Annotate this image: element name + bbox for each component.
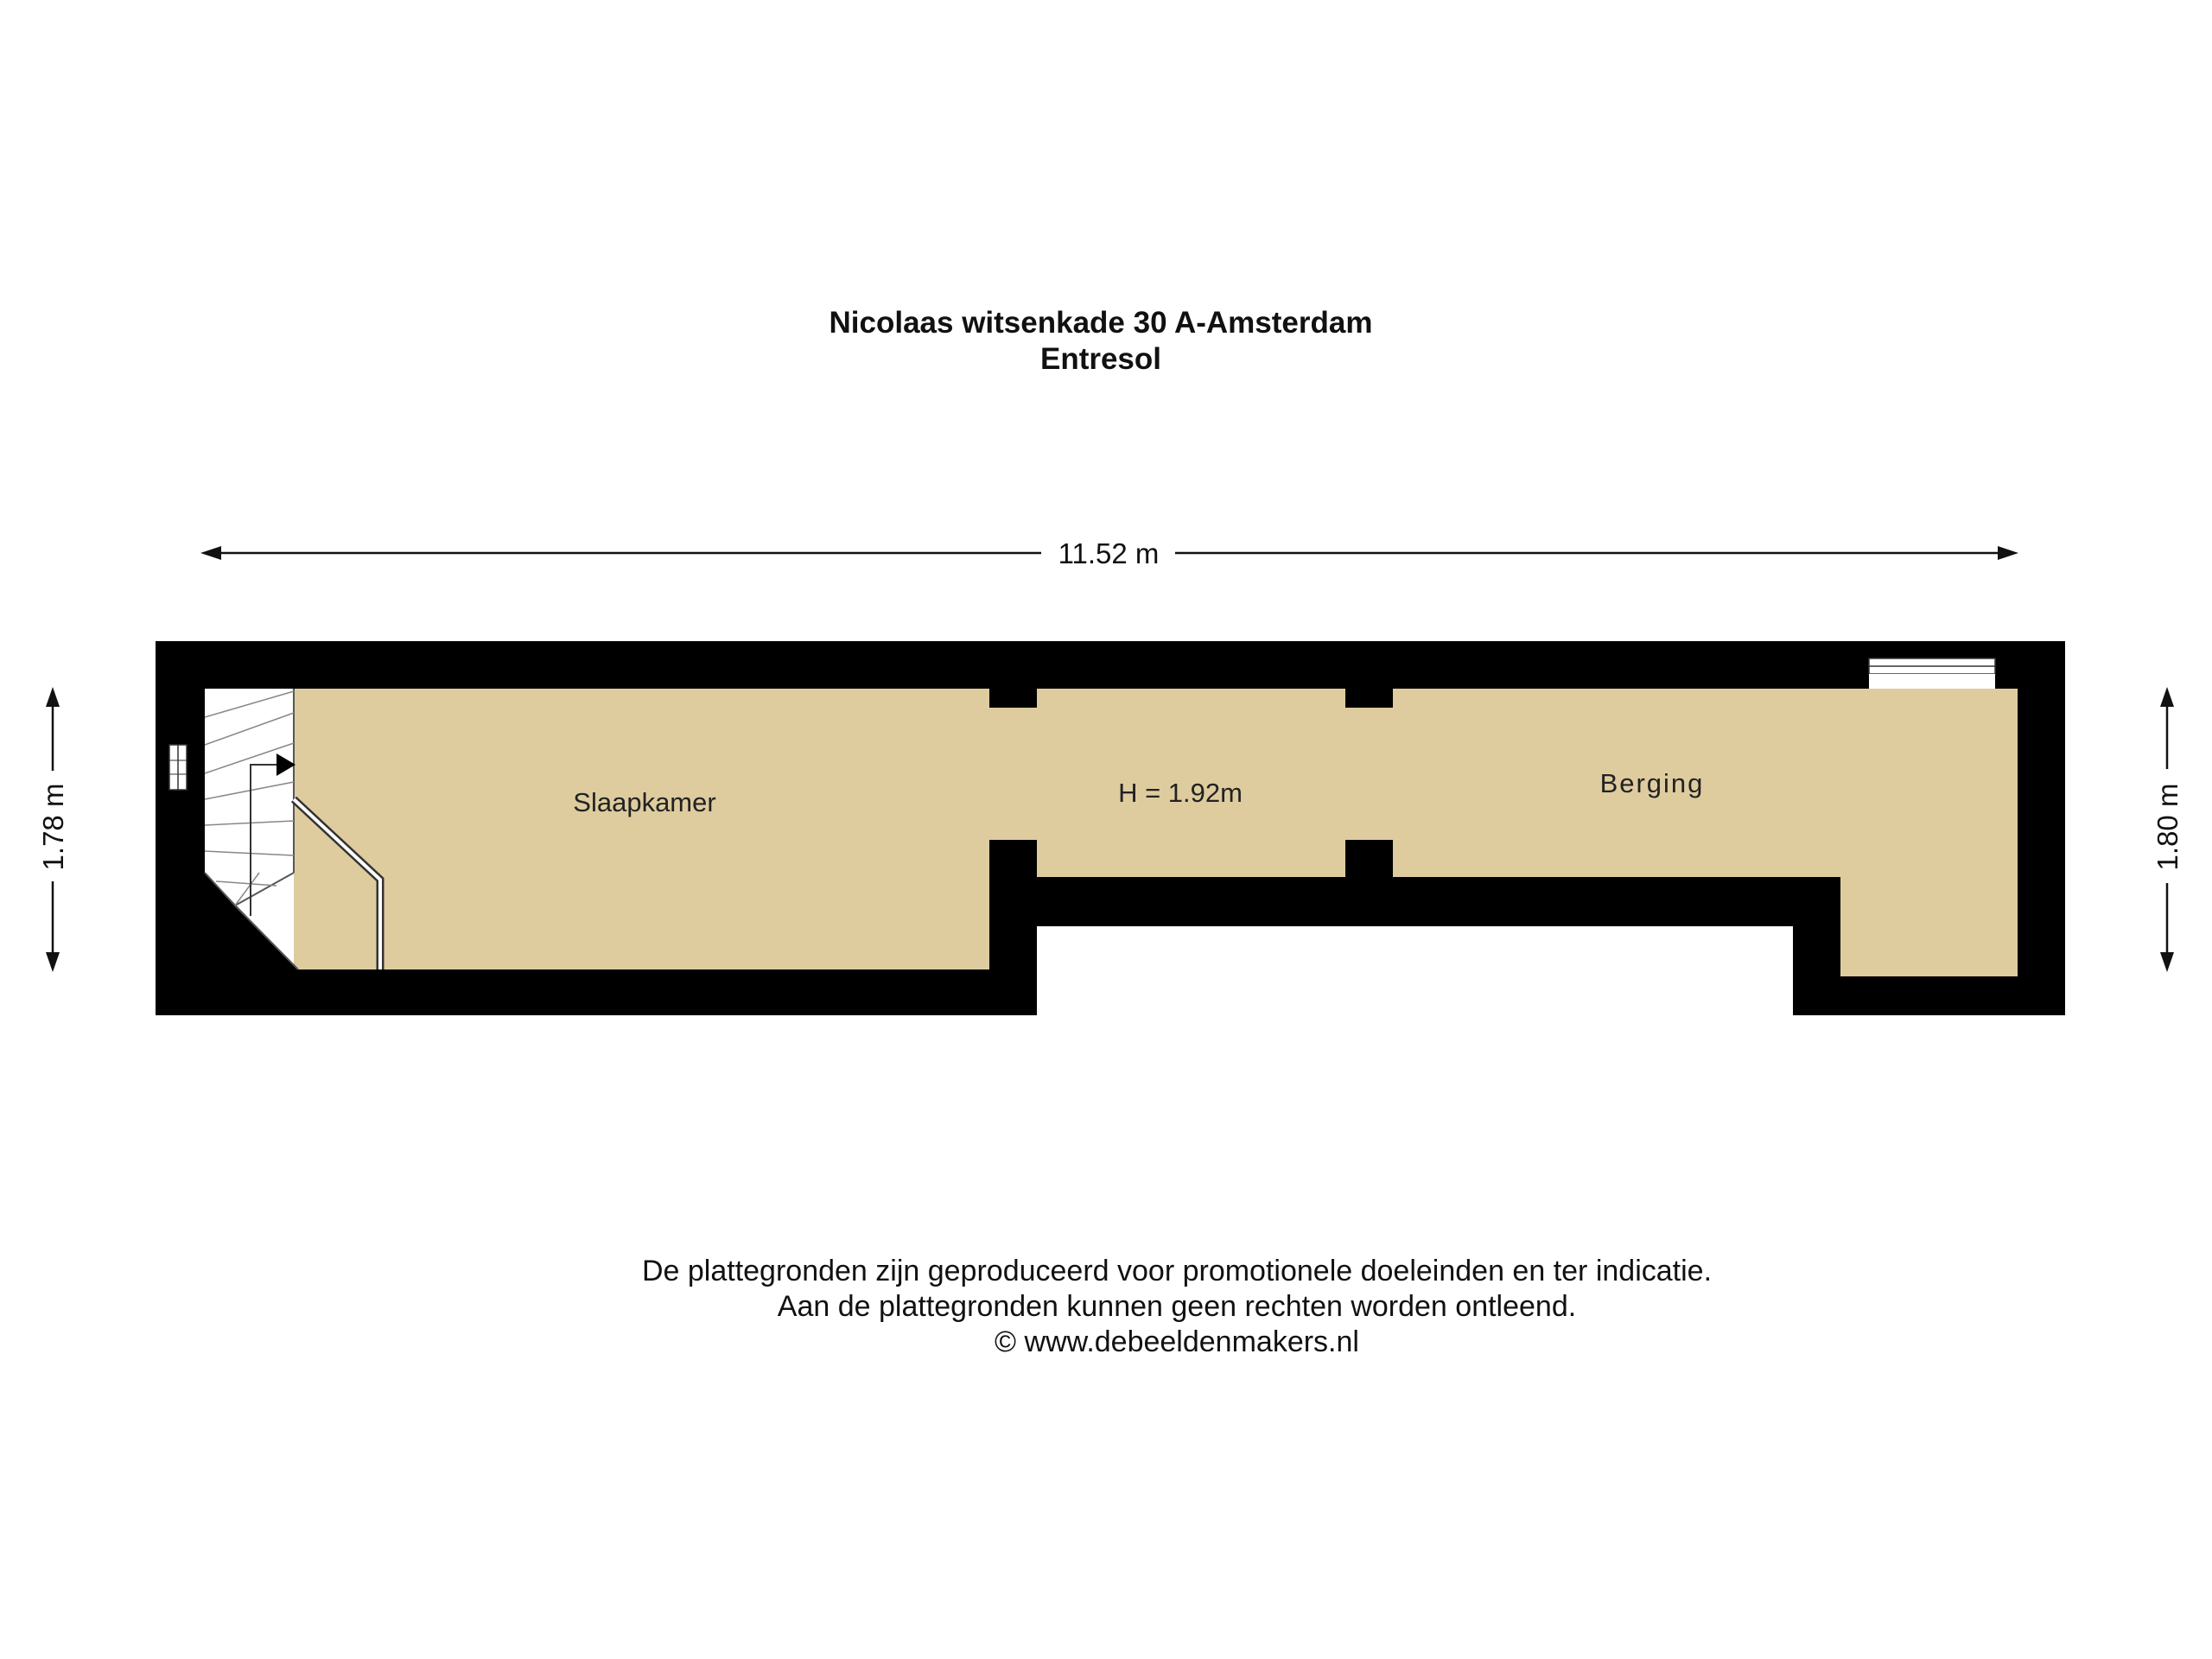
plan-title: Nicolaas witsenkade 30 A-Amsterdam xyxy=(829,306,1373,340)
window-right-gap xyxy=(1869,674,1995,689)
disclaimer-line-2: Aan de plattegronden kunnen geen rechten worden ontleend. xyxy=(777,1290,1577,1323)
floor-berging-extension xyxy=(1840,689,2018,976)
room-label-height: H = 1.92m xyxy=(1118,778,1243,808)
left-height-dimension xyxy=(37,687,69,972)
right-arrow-down-icon xyxy=(2160,952,2174,972)
pier-bottom-right xyxy=(1345,840,1393,877)
disclaimer-line-1: De plattegronden zijn geproduceerd voor promotionele doeleinden en ter indicatie. xyxy=(641,1255,1713,1287)
width-dimension xyxy=(200,537,2018,569)
left-arrow-up-icon xyxy=(46,687,60,707)
room-label-slaapkamer: Slaapkamer xyxy=(573,787,716,817)
window-right xyxy=(1869,658,1995,689)
floor-name: Entresol xyxy=(1039,342,1162,376)
left-arrow-down-icon xyxy=(46,952,60,972)
wall-corridor-joint xyxy=(989,877,1037,969)
pier-top-left xyxy=(989,689,1037,708)
floor-slaapkamer xyxy=(289,689,989,969)
pier-top-right xyxy=(1345,689,1393,708)
pier-bottom-left xyxy=(989,840,1037,877)
wall-lower-corridor xyxy=(1037,877,1840,926)
width-arrow-left-icon xyxy=(200,546,221,560)
left-height-label: 1.78 m xyxy=(37,783,69,871)
width-arrow-right-icon xyxy=(1998,546,2018,560)
width-label: 11.52 m xyxy=(1058,537,1160,569)
right-arrow-up-icon xyxy=(2160,687,2174,707)
right-height-dimension xyxy=(2152,687,2183,972)
room-label-berging: Berging xyxy=(1599,768,1705,798)
right-height-label: 1.80 m xyxy=(2152,783,2183,871)
window-left xyxy=(169,745,187,790)
disclaimer-copyright: © www.debeeldenmakers.nl xyxy=(995,1325,1359,1358)
